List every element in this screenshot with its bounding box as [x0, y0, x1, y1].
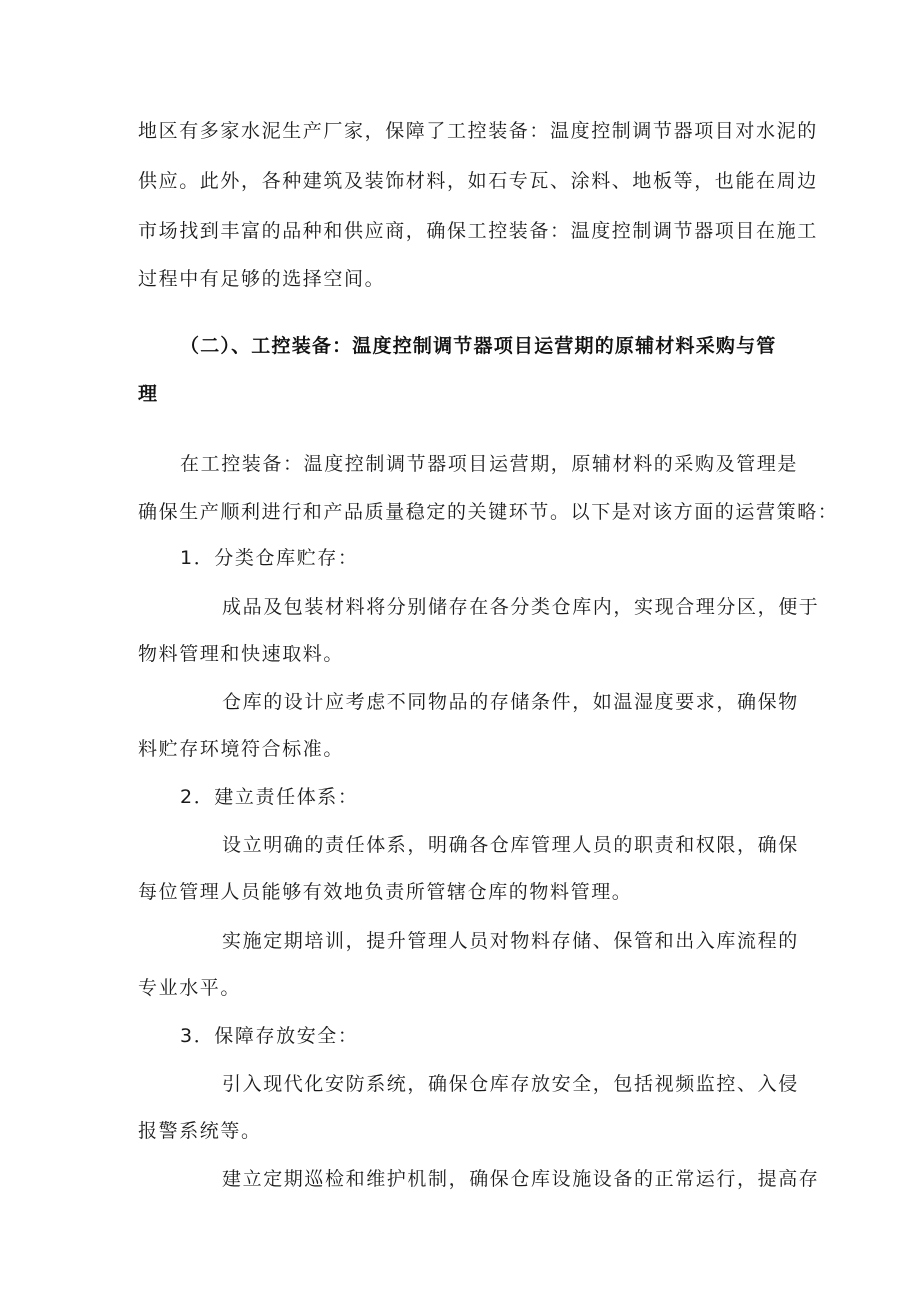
text-line: 料贮存环境符合标准。 — [138, 738, 345, 760]
text-line: 在工控装备：温度控制调节器项目运营期，原辅材料的采购及管理是 — [180, 453, 799, 475]
list-item-title: 1．分类仓库贮存： — [180, 547, 359, 569]
text-line: 市场找到丰富的品种和供应商，确保工控装备：温度控制调节器项目在施工 — [138, 220, 818, 242]
list-item-title: 3．保障存放安全： — [180, 1025, 359, 1047]
text-line: 实施定期培训，提升管理人员对物料存储、保管和出入库流程的 — [222, 930, 799, 952]
text-line: 专业水平。 — [138, 977, 242, 999]
heading-line: （二）、工控装备：温度控制调节器项目运营期的原辅材料采购与管 — [180, 335, 777, 357]
text-line: 建立定期巡检和维护机制，确保仓库设施设备的正常运行，提高存 — [222, 1168, 820, 1190]
text-line: 仓库的设计应考虑不同物品的存储条件，如温湿度要求，确保物 — [222, 691, 799, 713]
text-line: 物料管理和快速取料。 — [138, 643, 345, 665]
text-line: 引入现代化安防系统，确保仓库存放安全，包括视频监控、入侵 — [222, 1073, 799, 1095]
text-line: 设立明确的责任体系，明确各仓库管理人员的职责和权限，确保 — [222, 834, 799, 856]
text-line: 成品及包装材料将分别储存在各分类仓库内，实现合理分区，便于 — [222, 596, 820, 618]
list-item-title: 2．建立责任体系： — [180, 786, 359, 808]
heading-line: 理 — [138, 383, 159, 405]
text-line: 过程中有足够的选择空间。 — [138, 268, 386, 290]
text-line: 确保生产顺利进行和产品质量稳定的关键环节。以下是对该方面的运营策略： — [138, 501, 839, 523]
text-line: 报警系统等。 — [138, 1120, 262, 1142]
text-line: 每位管理人员能够有效地负责所管辖仓库的物料管理。 — [138, 881, 633, 903]
text-line: 供应。此外，各种建筑及装饰材料，如石专瓦、涂料、地板等，也能在周边 — [138, 170, 818, 192]
text-line: 地区有多家水泥生产厂家，保障了工控装备：温度控制调节器项目对水泥的 — [138, 120, 818, 142]
